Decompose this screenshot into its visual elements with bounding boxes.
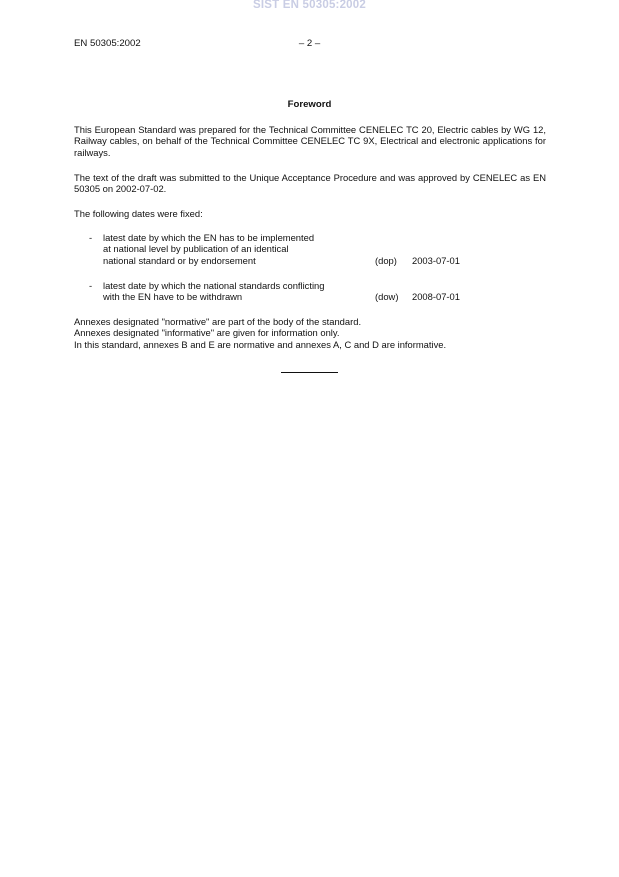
- foreword-title: Foreword: [287, 99, 332, 110]
- section-end-rule: [281, 372, 338, 373]
- date-item-line: with the EN have to be withdrawn: [103, 291, 243, 303]
- date-item-description: [103, 232, 373, 266]
- date-item-line: national standard or by endorsement: [103, 254, 256, 266]
- page-number: – 2 –: [298, 38, 321, 49]
- date-item-description: [103, 280, 373, 303]
- date-code: (dow): [375, 291, 399, 302]
- date-value: 2008-07-01: [412, 291, 460, 302]
- watermark: SIST EN 50305:2002: [253, 0, 366, 11]
- annex-notes: [74, 316, 554, 350]
- foreword-paragraph-3: The following dates were fixed:: [74, 208, 203, 219]
- document-id: EN 50305:2002: [74, 38, 141, 49]
- list-bullet: -: [89, 232, 93, 243]
- annex-line: Annexes designated "informative" are given for information only.: [74, 327, 340, 339]
- list-bullet: -: [89, 280, 93, 291]
- date-value: 2003-07-01: [412, 255, 460, 266]
- date-code: (dop): [375, 255, 397, 266]
- date-item-line: latest date by which the EN has to be implemented: [103, 232, 315, 243]
- foreword-paragraph-1: This European Standard was prepared for the Technical Committee CENELEC TC 20, Electric cables by WG 12, Railway cables, on behalf of the Technical Committee CENELEC TC 9X, Electrical and electronic applications for railways.: [74, 124, 546, 158]
- date-item-line: latest date by which the national standards conflicting: [103, 280, 325, 291]
- date-item-line: at national level by publication of an identical: [103, 243, 289, 255]
- annex-line: Annexes designated "normative" are part of the body of the standard.: [74, 316, 362, 327]
- foreword-paragraph-2: The text of the draft was submitted to the Unique Acceptance Procedure and was approved by CENELEC as EN 50305 on 2002-07-02.: [74, 172, 546, 195]
- annex-line: In this standard, annexes B and E are normative and annexes A, C and D are informative.: [74, 338, 447, 350]
